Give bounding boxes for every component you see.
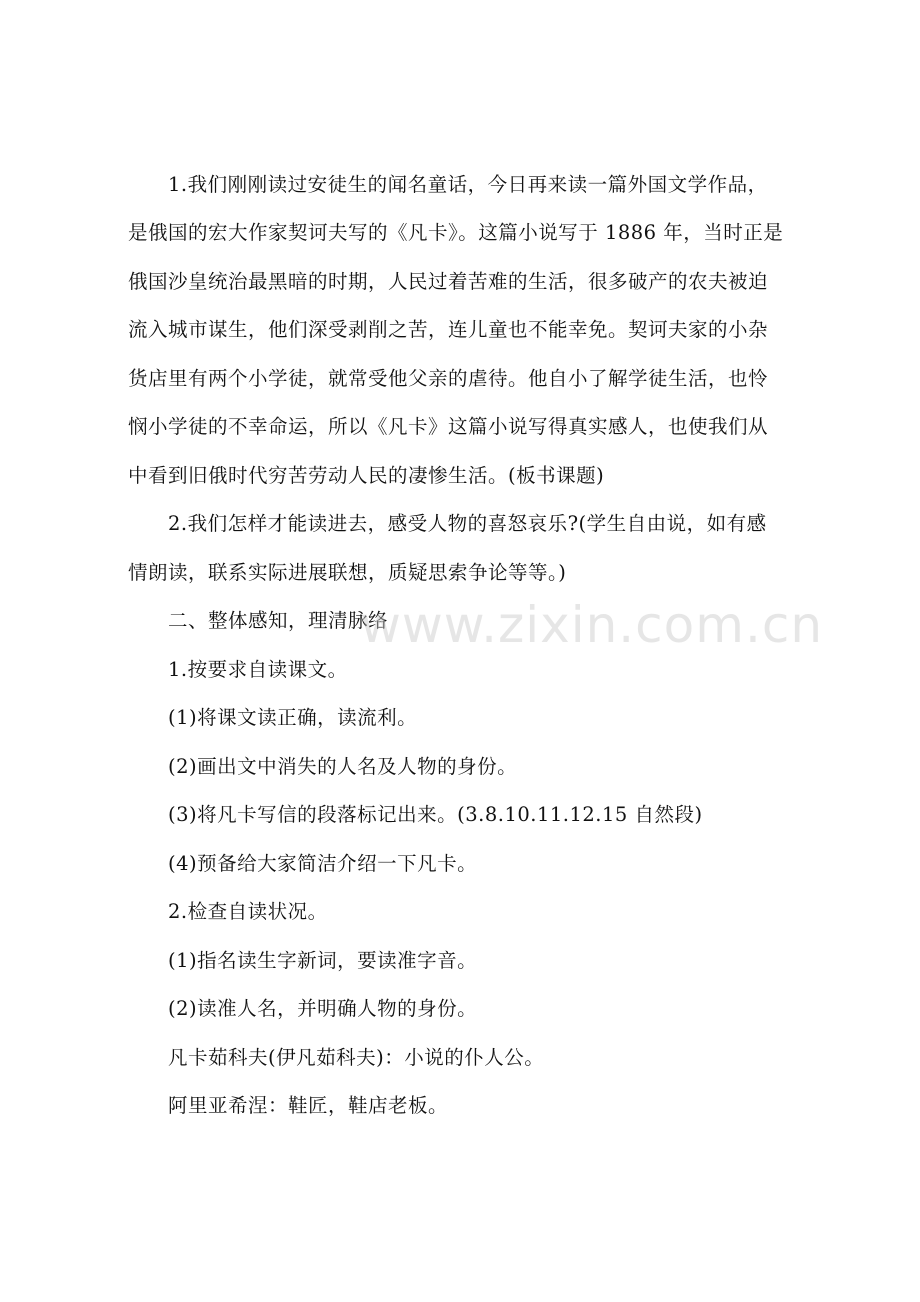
text-line: (3)将凡卡写信的段落标记出来。(3.8.10.11.12.15 自然段): [168, 803, 703, 826]
text-line: 1.我们刚刚读过安徒生的闻名童话，今日再来读一篇外国文学作品，: [168, 173, 768, 196]
text-line: (4)预备给大家简洁介绍一下凡卡。: [168, 852, 478, 875]
text-line: 1.按要求自读课文。: [168, 658, 348, 681]
text-line: 中看到旧俄时代穷苦劳动人民的凄惨生活。(板书课题): [128, 464, 605, 487]
text-line: (1)将课文读正确，读流利。: [168, 706, 418, 729]
watermark: www.zixin.com.cn: [360, 596, 824, 654]
text-line: 阿里亚希涅：鞋匠，鞋店老板。: [168, 1094, 449, 1117]
section-heading: 二、整体感知，理清脉络: [168, 609, 389, 632]
text-line: 情朗读，联系实际进展联想，质疑思索争论等等。): [128, 561, 567, 584]
text-line: 货店里有两个小学徒，就常受他父亲的虐待。他自小了解学徒生活，也怜: [128, 367, 769, 390]
text-line: (1)指名读生字新词，要读准字音。: [168, 949, 478, 972]
text-line: 2.我们怎样才能读进去，感受人物的喜怒哀乐?(学生自由说，如有感: [168, 512, 767, 535]
text-line: 俄国沙皇统治最黑暗的时期，人民过着苦难的生活，很多破产的农夫被迫: [128, 270, 769, 293]
text-line: 悯小学徒的不幸命运，所以《凡卡》这篇小说写得真实感人，也使我们从: [128, 415, 769, 438]
text-line: 流入城市谋生，他们深受剥削之苦，连儿童也不能幸免。契诃夫家的小杂: [128, 318, 769, 341]
text-line: (2)读准人名，并明确人物的身份。: [168, 997, 478, 1020]
text-line: 2.检查自读状况。: [168, 900, 328, 923]
text-line: 是俄国的宏大作家契诃夫写的《凡卡》。这篇小说写于 1886 年，当时正是: [128, 221, 784, 244]
text-line: 凡卡茹科夫(伊凡茹科夫)：小说的仆人公。: [168, 1046, 545, 1069]
text-line: (2)画出文中消失的人名及人物的身份。: [168, 755, 518, 778]
